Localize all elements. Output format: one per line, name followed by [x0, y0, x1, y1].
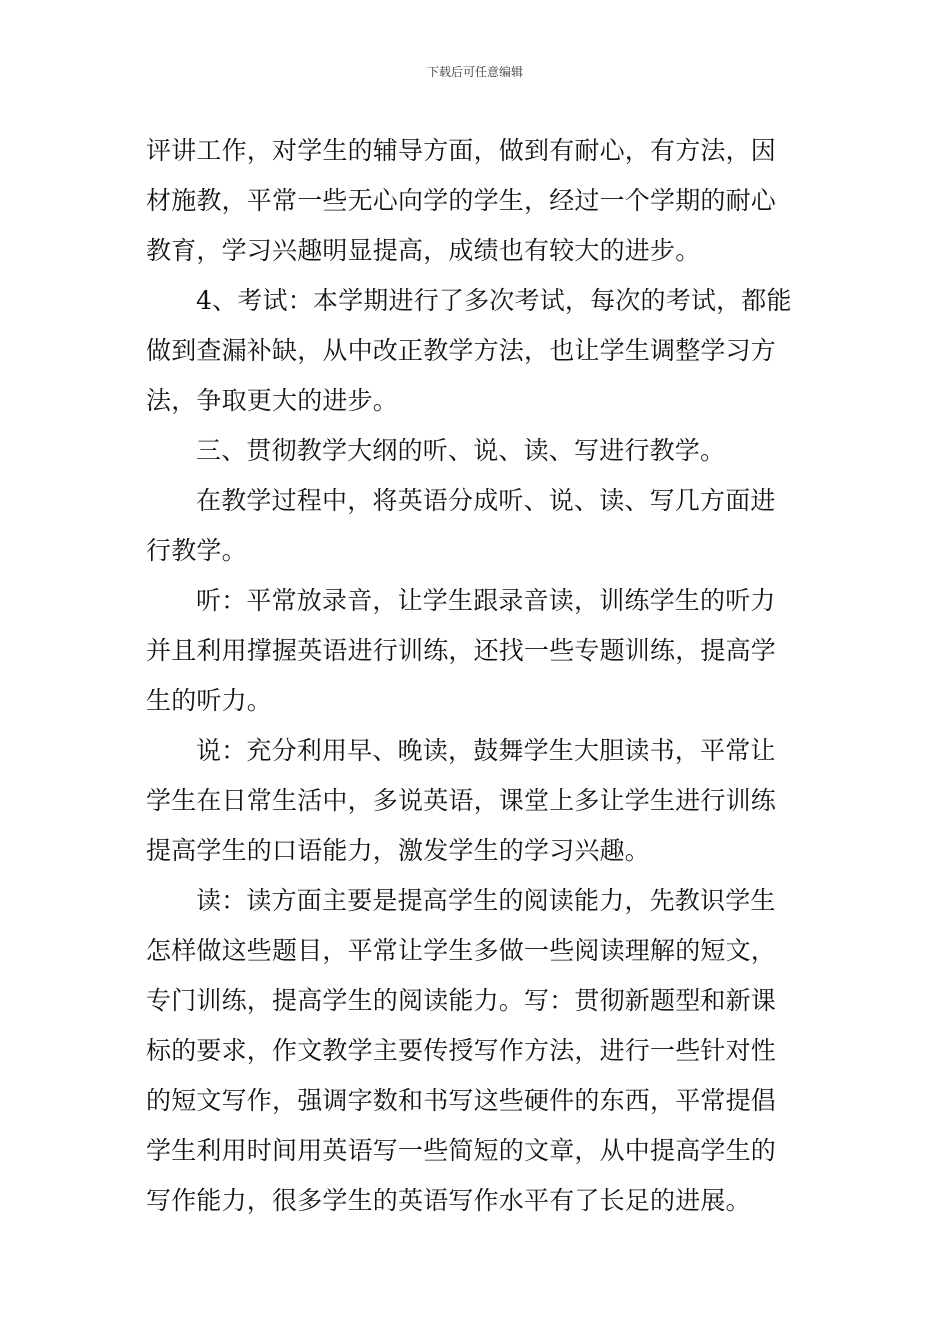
text-line: 标的要求，作文教学主要传授写作方法，进行一些针对性	[146, 1036, 777, 1065]
text-line: 教育，学习兴趣明显提高，成绩也有较大的进步。	[146, 236, 701, 265]
text-line: 怎样做这些题目，平常让学生多做一些阅读理解的短文，	[146, 936, 777, 965]
text-line: 学生在日常生活中，多说英语，课堂上多让学生进行训练	[146, 786, 777, 815]
text-line: 提高学生的口语能力，激发学生的学习兴趣。	[146, 836, 651, 865]
text-line: 做到查漏补缺，从中改正教学方法，也让学生调整学习方	[146, 336, 777, 365]
text-line: 读：读方面主要是提高学生的阅读能力，先教识学生	[196, 886, 776, 915]
text-line: 说：充分利用早、晚读，鼓舞学生大胆读书，平常让	[196, 736, 776, 765]
text-line: 法，争取更大的进步。	[146, 386, 399, 415]
text-line: 行教学。	[146, 536, 247, 565]
text-line: 专门训练，提高学生的阅读能力。写：贯彻新题型和新课	[146, 986, 777, 1015]
text-line: 4、考试：本学期进行了多次考试，每次的考试，都能	[196, 286, 792, 315]
text-line: 评讲工作，对学生的辅导方面，做到有耐心，有方法，因	[146, 136, 777, 165]
text-line: 学生利用时间用英语写一些简短的文章，从中提高学生的	[146, 1136, 777, 1165]
text-line: 并且利用撑握英语进行训练，还找一些专题训练，提高学	[146, 636, 777, 665]
text-line: 写作能力，很多学生的英语写作水平有了长足的进展。	[146, 1186, 751, 1215]
page-header: 下载后可任意编辑	[426, 65, 523, 79]
section-heading: 三、贯彻教学大纲的听、说、读、写进行教学。	[196, 436, 726, 465]
text-line: 在教学过程中，将英语分成听、说、读、写几方面进	[196, 486, 776, 515]
text-line: 听：平常放录音，让学生跟录音读，训练学生的听力	[196, 586, 776, 615]
document-body	[146, 126, 810, 1226]
text-line: 材施教，平常一些无心向学的学生，经过一个学期的耐心	[146, 186, 777, 215]
text-line: 生的听力。	[146, 686, 273, 715]
text-line: 的短文写作，强调字数和书写这些硬件的东西，平常提倡	[146, 1086, 777, 1115]
